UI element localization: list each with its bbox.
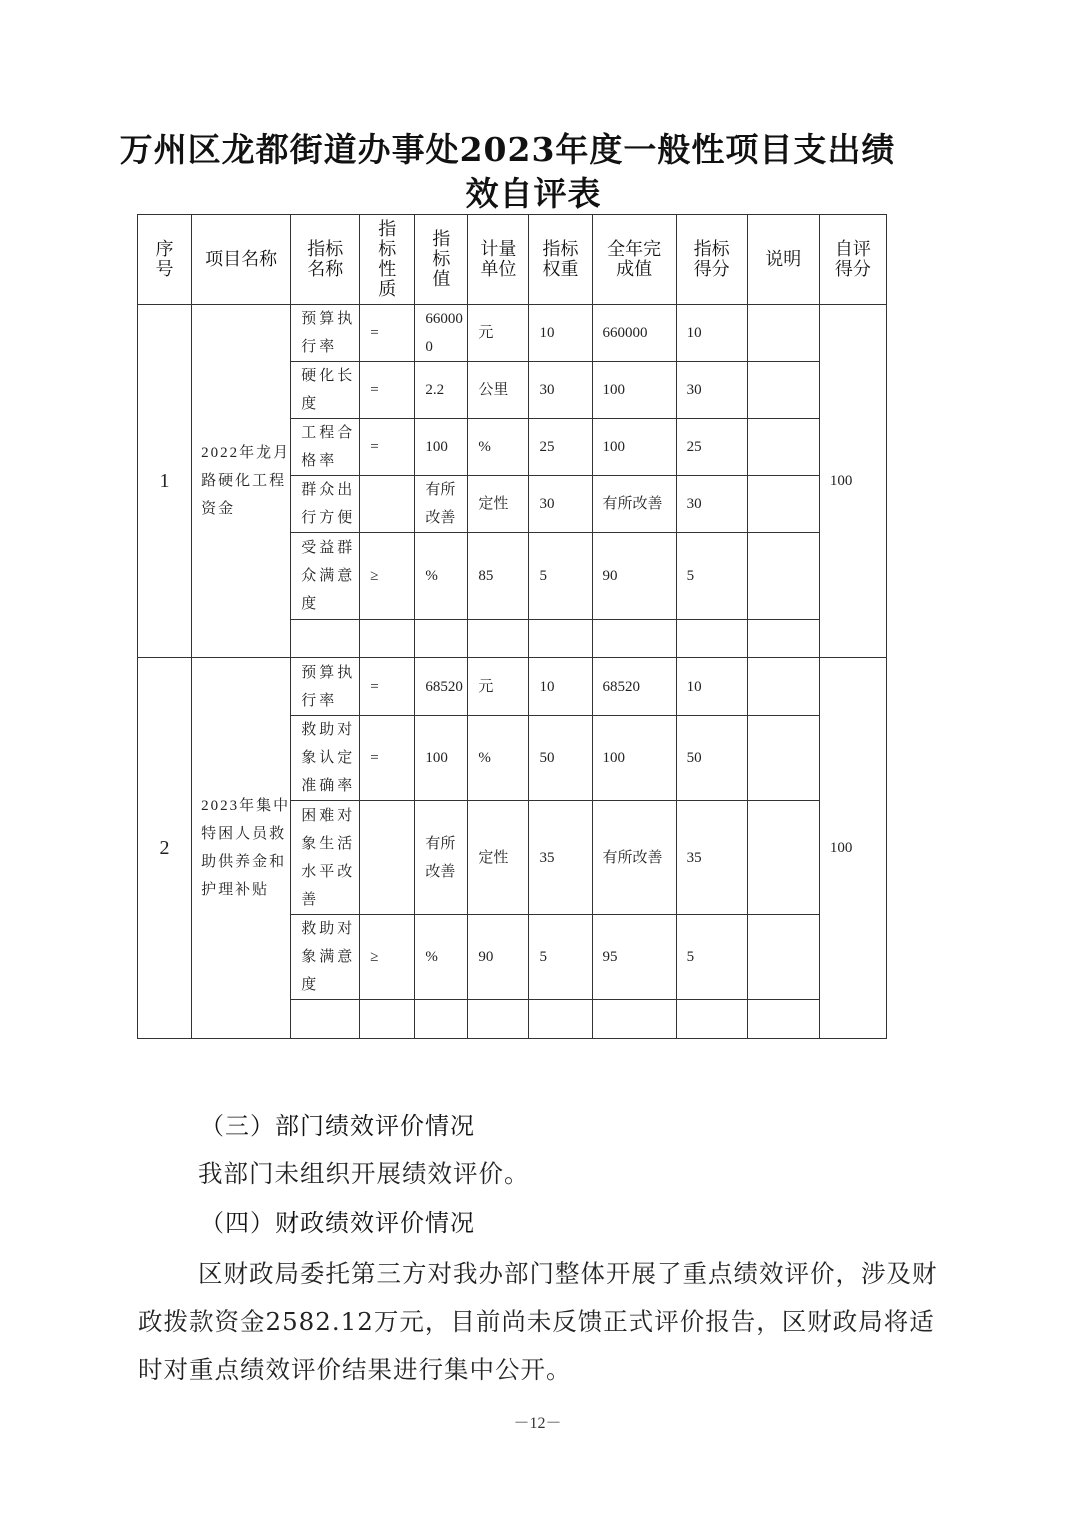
weight: 30 [529,362,592,419]
indicator-nature [360,1000,415,1039]
indicator-score: 30 [676,476,747,533]
indicator-name [291,620,360,658]
indicator-score [676,1000,747,1039]
header-indicator-nature: 指标性质 [360,215,415,305]
weight: 5 [529,533,592,620]
unit: % [468,419,529,476]
indicator-nature: = [360,658,415,716]
note [747,620,819,658]
section-heading-finance-evaluation: （四）财政绩效评价情况 [200,1209,475,1237]
note [747,305,819,362]
project-name: 2023年集中特困人员救助供养金和护理补贴 [192,658,291,1039]
indicator-name: 预算执行率 [291,658,360,716]
header-note: 说明 [747,215,819,305]
self-score: 100 [819,658,886,1039]
indicator-nature: ≥ [360,533,415,620]
weight: 5 [529,915,592,1000]
project-name: 2022年龙月路硬化工程资金 [192,305,291,658]
document-title-line1: 万州区龙都街道办事处2023年度一般性项目支出绩 [119,130,896,169]
header-indicator-name: 指标名称 [291,215,360,305]
header-unit: 计量单位 [468,215,529,305]
indicator-value: 660000 [415,305,468,362]
self-score: 100 [819,305,886,658]
indicator-name: 困难对象生活水平改善 [291,801,360,915]
section-heading-dept-evaluation: （三）部门绩效评价情况 [200,1112,475,1140]
unit: 定性 [468,801,529,915]
indicator-name: 硬化长度 [291,362,360,419]
note [747,658,819,716]
note [747,362,819,419]
note [747,915,819,1000]
indicator-nature: = [360,716,415,801]
dept-evaluation-text: 我部门未组织开展绩效评价。 [198,1159,530,1188]
indicator-value: 100 [415,716,468,801]
row-seq: 2 [138,658,192,1039]
note [747,801,819,915]
weight: 50 [529,716,592,801]
indicator-value: % [415,533,468,620]
actual-value: 有所改善 [592,476,676,533]
indicator-name: 群众出行方便 [291,476,360,533]
indicator-value: 2.2 [415,362,468,419]
indicator-value [415,1000,468,1039]
unit: 90 [468,915,529,1000]
actual-value: 有所改善 [592,801,676,915]
unit: 公里 [468,362,529,419]
actual-value [592,620,676,658]
note [747,476,819,533]
page-number: －12－ [513,1415,562,1432]
note [747,419,819,476]
indicator-name: 受益群众满意度 [291,533,360,620]
indicator-score: 5 [676,533,747,620]
actual-value [592,1000,676,1039]
weight: 30 [529,476,592,533]
finance-evaluation-text: 区财政局委托第三方对我办部门整体开展了重点绩效评价，涉及财政拨款资金2582.12万元，目前尚未反馈正式评价报告，区财政局将适时对重点绩效评价结果进行集中公开。 [138,1259,938,1384]
indicator-score: 10 [676,305,747,362]
table-row [138,305,887,362]
indicator-name: 工程合格率 [291,419,360,476]
weight: 10 [529,658,592,716]
performance-table [137,214,887,1039]
unit: % [468,716,529,801]
indicator-name: 预算执行率 [291,305,360,362]
weight: 35 [529,801,592,915]
note [747,716,819,801]
indicator-nature [360,476,415,533]
unit [468,1000,529,1039]
indicator-score: 30 [676,362,747,419]
table-row [138,658,887,716]
indicator-value: % [415,915,468,1000]
indicator-value: 68520 [415,658,468,716]
indicator-score: 35 [676,801,747,915]
unit: 85 [468,533,529,620]
table-header-row [138,215,887,305]
header-self-score: 自评得分 [819,215,886,305]
indicator-nature: = [360,305,415,362]
header-actual: 全年完成值 [592,215,676,305]
indicator-name [291,1000,360,1039]
unit [468,620,529,658]
indicator-nature [360,620,415,658]
actual-value: 100 [592,362,676,419]
indicator-value: 100 [415,419,468,476]
indicator-value: 有所改善 [415,801,468,915]
weight: 10 [529,305,592,362]
indicator-nature [360,801,415,915]
indicator-score: 50 [676,716,747,801]
indicator-score: 10 [676,658,747,716]
indicator-value [415,620,468,658]
weight [529,620,592,658]
indicator-nature: = [360,362,415,419]
actual-value: 100 [592,716,676,801]
header-project: 项目名称 [192,215,291,305]
indicator-score: 5 [676,915,747,1000]
indicator-nature: = [360,419,415,476]
indicator-nature: ≥ [360,915,415,1000]
actual-value: 68520 [592,658,676,716]
actual-value: 660000 [592,305,676,362]
indicator-name: 救助对象满意度 [291,915,360,1000]
actual-value: 100 [592,419,676,476]
note [747,533,819,620]
indicator-name: 救助对象认定准确率 [291,716,360,801]
row-seq: 1 [138,305,192,658]
note [747,1000,819,1039]
header-weight: 指标权重 [529,215,592,305]
unit: 定性 [468,476,529,533]
indicator-value: 有所改善 [415,476,468,533]
actual-value: 90 [592,533,676,620]
unit: 元 [468,658,529,716]
header-indicator-value: 指标值 [415,215,468,305]
weight: 25 [529,419,592,476]
actual-value: 95 [592,915,676,1000]
header-score: 指标得分 [676,215,747,305]
indicator-score [676,620,747,658]
weight [529,1000,592,1039]
indicator-score: 25 [676,419,747,476]
unit: 元 [468,305,529,362]
document-title-line2: 效自评表 [465,174,602,213]
header-seq: 序号 [138,215,192,305]
